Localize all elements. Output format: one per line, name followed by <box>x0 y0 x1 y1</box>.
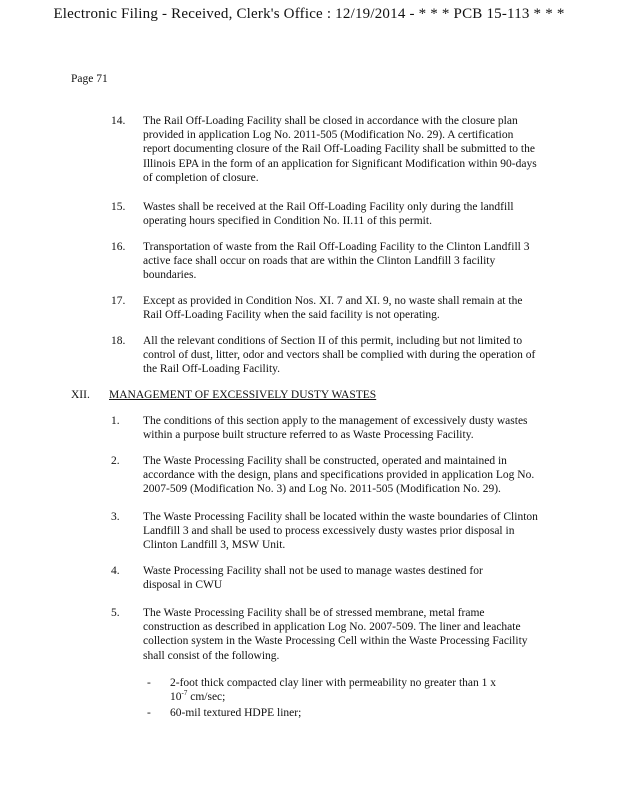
item-number: 4. <box>111 565 120 577</box>
item-text: All the relevant conditions of Section II of this permit, including but not limited to control of dust, litter, odor and vectors shall be complied with during the operation of the Rail Off-Loading Facility. <box>143 335 536 376</box>
item-number: 3. <box>111 511 120 523</box>
bullet-line: 2-foot thick compacted clay liner with permeability no greater than 1 x <box>170 677 497 689</box>
item-number: 2. <box>111 455 120 467</box>
item-text: Wastes shall be received at the Rail Off-Loading Facility only during the landfill operating hours specified in Condition No. II.11 of this permit. <box>143 201 514 228</box>
item-number: 14. <box>111 115 126 127</box>
item-text: The Waste Processing Facility shall be of stressed membrane, metal frame construction as described in application Log No. 2007-509. The liner and leachate collection system in the Waste Processing Cell within the Waste Processing Facility shall consist of the following. <box>143 607 528 662</box>
item-text: Waste Processing Facility shall not be used to manage wastes destined for disposal in CWU <box>143 565 483 592</box>
bullet-marker: - <box>147 707 151 719</box>
item-text: Transportation of waste from the Rail Off-Loading Facility to the Clinton Landfill 3 active face shall occur on roads that are within the Clinton Landfill 3 facility boundaries. <box>143 241 530 282</box>
unit-text: cm/sec; <box>187 691 226 704</box>
item-text: The Waste Processing Facility shall be located within the waste boundaries of Clinton Landfill 3 and shall be used to process excessively dusty wastes prior disposal in Clinton Landfill 3, MSW Unit. <box>143 511 538 552</box>
item-text: Except as provided in Condition Nos. XI. 7 and XI. 9, no waste shall remain at the Rail Off-Loading Facility when the said facility is not operating. <box>143 295 523 322</box>
section-number: XII. <box>71 389 90 401</box>
exponent: -7 <box>181 689 188 698</box>
section-title: MANAGEMENT OF EXCESSIVELY DUSTY WASTES <box>109 389 377 401</box>
item-number: 1. <box>111 415 120 427</box>
page-number: Page 71 <box>71 73 108 85</box>
bullet-text <box>170 676 530 704</box>
item-number: 17. <box>111 295 126 307</box>
item-number: 5. <box>111 607 120 619</box>
bullet-marker: - <box>147 677 151 689</box>
item-text: The Waste Processing Facility shall be constructed, operated and maintained in accordance with the design, plans and specifications provided in application Log No. 2007-509 (Modification No. 3) and Log No. 2011-505 (Modification No. 29). <box>143 455 535 496</box>
item-text: The conditions of this section apply to the management of excessively dusty wastes within a purpose built structure referred to as Waste Processing Facility. <box>143 415 528 442</box>
filing-stamp: Electronic Filing - Received, Clerk's Office : 12/19/2014 - * * * PCB 15-113 * * * <box>53 6 565 22</box>
item-number: 16. <box>111 241 126 253</box>
item-number: 18. <box>111 335 126 347</box>
item-text: The Rail Off-Loading Facility shall be closed in accordance with the closure plan provided in application Log No. 2011-505 (Modification No. 29). A certification report documenting closure of the Rail Off-Loading Facility shall be submitted to the Illinois EPA in the form of an application for Significant Modification within 90-days of completion of closure. <box>143 115 537 184</box>
bullet-text: 60-mil textured HDPE liner; <box>170 707 302 719</box>
exponent-base: 10 <box>170 691 182 704</box>
item-number: 15. <box>111 201 126 213</box>
